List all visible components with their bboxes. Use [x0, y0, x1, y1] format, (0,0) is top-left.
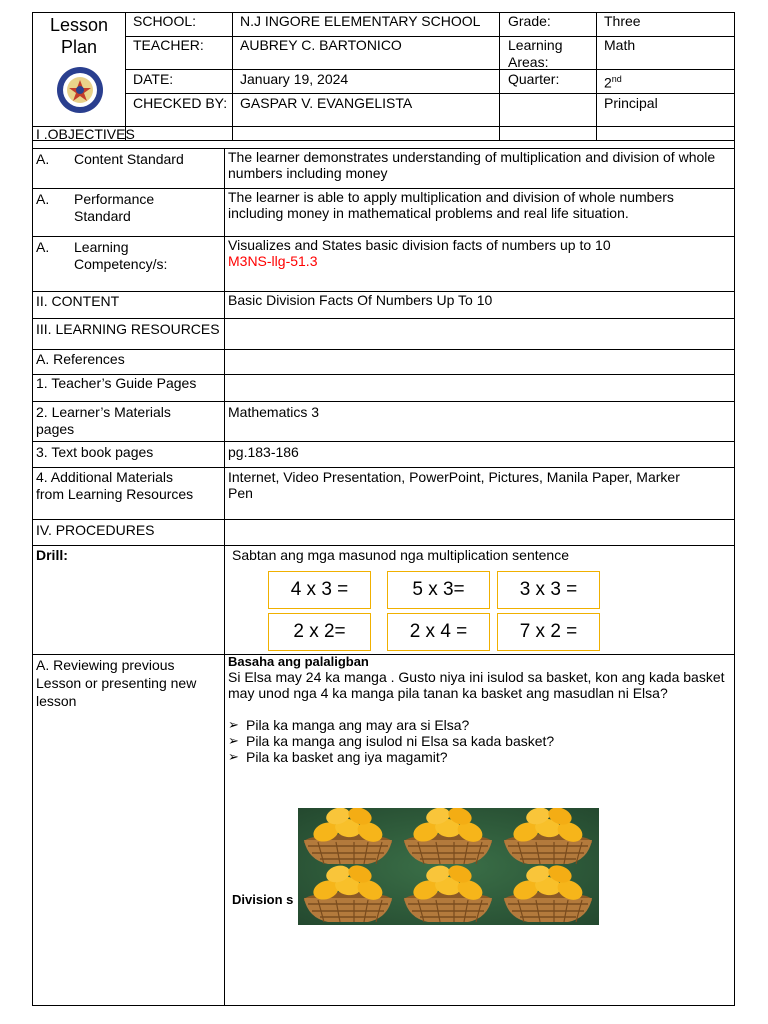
quarter-number: 2 [604, 74, 612, 91]
grade-value: Three [604, 13, 641, 29]
division-caption: Division s [232, 892, 294, 907]
performance-text: The learner is able to apply multiplication and division of whole numbers including money in mathematical problems and real life situation. [228, 189, 674, 221]
date-value: January 19, 2024 [240, 71, 349, 87]
review-label: A. Reviewing previous Lesson or presenting new lesson [36, 657, 197, 709]
competency-code: M3NS-llg-51.3 [228, 253, 318, 269]
additional-materials-label-1: 4. Additional Materials [36, 469, 173, 485]
date-label: DATE: [133, 71, 174, 87]
competency-text: Visualizes and States basic division facts of numbers up to 10 [228, 237, 611, 253]
content-standard-label: Content Standard [74, 151, 184, 167]
learners-materials-value: Mathematics 3 [228, 404, 320, 420]
drill-item-6: 7 x 2 = [497, 613, 600, 651]
grade-label: Grade: [508, 13, 551, 29]
teacher-label: TEACHER: [133, 37, 204, 53]
mango-baskets-image [298, 808, 599, 925]
drill-item-4: 2 x 2= [268, 613, 371, 651]
additional-materials-label-2: from Learning Resources [36, 486, 194, 502]
textbook-label: 3. Text book pages [36, 444, 154, 460]
quarter-value [604, 71, 622, 91]
checked-by-label: CHECKED BY: [133, 95, 228, 111]
additional-materials-value: Internet, Video Presentation, PowerPoint, Pictures, Manila Paper, Marker Pen [228, 469, 680, 501]
content-standard-letter: A. [36, 151, 50, 167]
content-standard-text: The learner demonstrates understanding of multiplication and division of whole numbers including money [228, 149, 716, 181]
review-story: Si Elsa may 24 ka manga . Gusto niya ini isulod sa basket, kon ang kada basket may unod nga 4 ka manga pila tanan ka basket ang masudlan ni Elsa? [228, 669, 725, 701]
textbook-value: pg.183-186 [228, 444, 299, 460]
lesson-plan-title [33, 14, 125, 58]
content-label: II. CONTENT [36, 293, 120, 309]
learning-areas-label-2: Areas: [508, 54, 549, 70]
performance-label-2: Standard [74, 208, 131, 224]
competency-label-2: Competency/s: [74, 256, 168, 272]
performance-label-1: Performance [74, 191, 155, 207]
objectives-heading: I .OBJECTIVES [36, 126, 135, 142]
teacher-value: AUBREY C. BARTONICO [240, 37, 402, 53]
drill-item-5: 2 x 4 = [387, 613, 490, 651]
quarter-suffix: nd [611, 74, 622, 84]
references-label: A. References [36, 351, 125, 367]
drill-item-3: 3 x 3 = [497, 571, 600, 609]
learning-areas-label-1: Learning [508, 37, 563, 53]
school-label: SCHOOL: [133, 13, 197, 29]
teachers-guide-label: 1. Teacher’s Guide Pages [36, 375, 197, 391]
principal-label: Principal [604, 95, 658, 111]
question-1: ➢ Pila ka manga ang may ara si Elsa? [228, 717, 708, 733]
competency-label-1: Learning [74, 239, 129, 255]
title-line-2: Plan [60, 37, 98, 57]
learners-materials-label-1: 2. Learner’s Materials [36, 404, 171, 420]
drill-instruction: Sabtan ang mga masunod nga multiplication sentence [232, 547, 569, 563]
school-value: N.J INGORE ELEMENTARY SCHOOL [240, 13, 481, 29]
learners-materials-label-2: pages [36, 421, 75, 437]
procedures-heading: IV. PROCEDURES [36, 522, 155, 538]
learning-resources-heading: III. LEARNING RESOURCES [36, 321, 220, 337]
question-2: ➢ Pila ka manga ang isulod ni Elsa sa kada basket? [228, 733, 708, 749]
drill-label: Drill: [36, 547, 68, 563]
deped-seal-icon [56, 66, 104, 114]
content-value: Basic Division Facts Of Numbers Up To 10 [228, 292, 493, 308]
checked-by-value: GASPAR V. EVANGELISTA [240, 95, 413, 111]
competency-letter: A. [36, 239, 50, 255]
drill-item-2: 5 x 3= [387, 571, 490, 609]
review-title: Basaha ang palaligban [228, 654, 369, 669]
quarter-label: Quarter: [508, 71, 560, 87]
question-3: ➢ Pila ka basket ang iya magamit? [228, 749, 708, 765]
question-list [228, 717, 708, 765]
learning-areas-value: Math [604, 37, 636, 53]
title-line-1: Lesson [49, 15, 109, 35]
performance-letter: A. [36, 191, 50, 207]
drill-item-1: 4 x 3 = [268, 571, 371, 609]
